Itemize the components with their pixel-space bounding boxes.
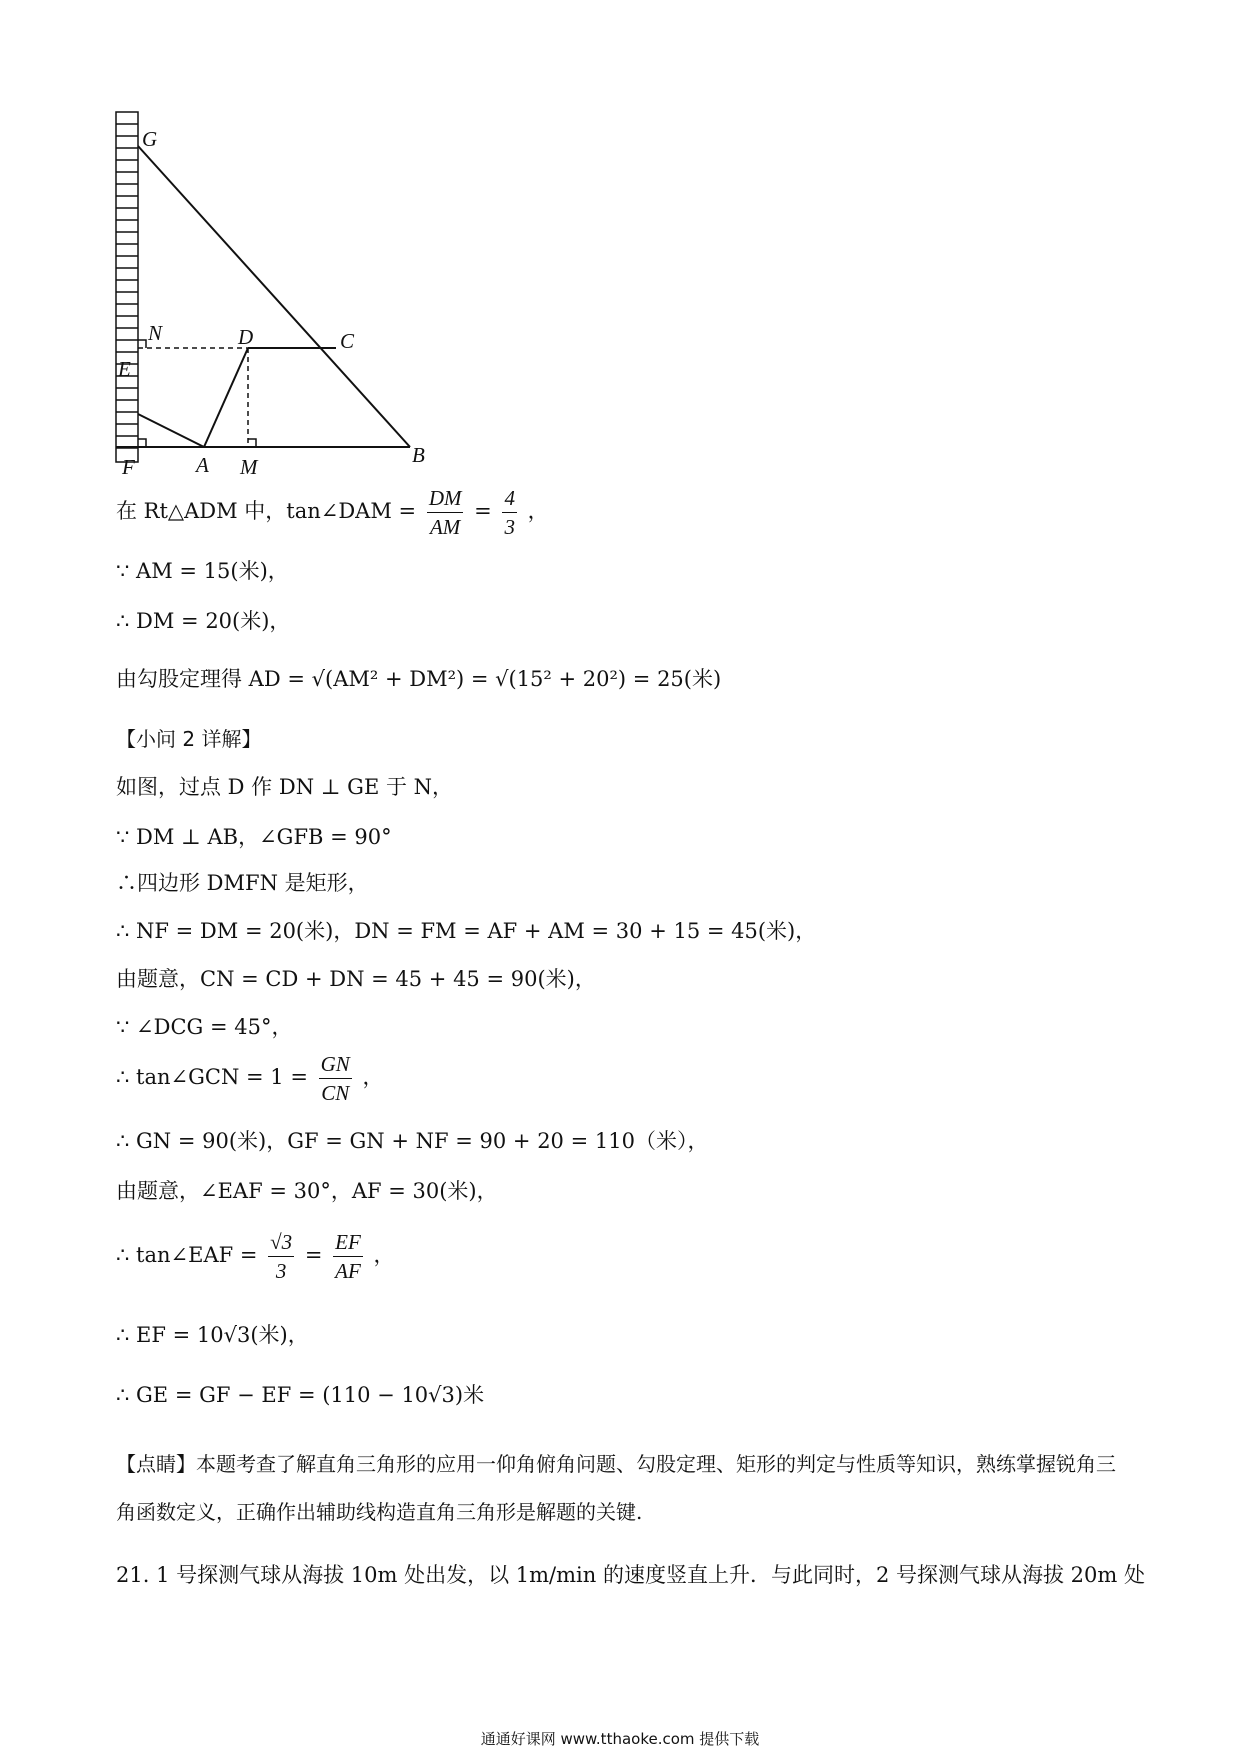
fraction-DM-AM: $\frac{DM}{AM}$ <box>428 486 462 539</box>
solution-line-5: 如图，过点 D 作 DN ⊥ GE 于 N， <box>116 775 454 799</box>
line-AD <box>204 348 248 447</box>
fraction-EF-AF: $\frac{EF}{AF}$ <box>335 1230 361 1283</box>
solution-line-15: ∴ EF = 10√3(米)， <box>116 1323 309 1347</box>
triangle-figure <box>100 100 440 480</box>
solution-line-2: ∵ AM = 15(米)， <box>116 559 289 583</box>
fraction-sqrt3-3: $\frac{√3}{3}$ <box>270 1230 293 1283</box>
label-N: N <box>148 321 163 345</box>
page-footer: 通通好课网 www.tthaoke.com 提供下载 <box>480 1730 760 1748</box>
section-heading-2: 【小问 2 详解】 <box>116 727 262 751</box>
solution-line-12: ∴ GN = 90(米)，GF = GN + NF = 90 + 20 = 110（米）， <box>116 1129 709 1153</box>
line-GB <box>138 146 410 447</box>
line-EA <box>138 414 204 447</box>
solution-line-1: 在 Rt△ADM 中，tan∠DAM = $\frac{DM}{AM}$ = $\frac{4}{3}$ ， <box>116 486 549 539</box>
solution-line-10: ∵ ∠DCG = 45°， <box>116 1015 293 1039</box>
label-A: A <box>196 453 209 477</box>
solution-line-9: 由题意，CN = CD + DN = 45 + 45 = 90(米)， <box>116 967 596 991</box>
solution-line-14: ∴ tan∠EAF = $\frac{√3}{3}$ = $\frac{EF}{AF}$ ， <box>116 1230 395 1283</box>
geometry-diagram <box>100 100 440 480</box>
question-21: 21. 1 号探测气球从海拔 10m 处出发，以 1m/min 的速度竖直上升．与此同时，2 号探测气球从海拔 20m 处 <box>116 1563 1145 1587</box>
solution-line-3: ∴ DM = 20(米)， <box>116 609 291 633</box>
solution-line-7: ∴四边形 DMFN 是矩形， <box>116 871 369 895</box>
building <box>116 112 138 462</box>
solution-line-13: 由题意，∠EAF = 30°，AF = 30(米)， <box>116 1179 498 1203</box>
label-B: B <box>412 443 425 467</box>
solution-line-4: 由勾股定理得 AD = √(AM² + DM²) = √(15² + 20²) = 25(米) <box>116 667 722 691</box>
label-C: C <box>340 329 355 353</box>
solution-line-11: ∴ tan∠GCN = 1 = $\frac{GN}{CN}$ ， <box>116 1052 384 1105</box>
line-1-text: 在 Rt△ADM 中，tan∠DAM = <box>116 499 417 523</box>
label-D: D <box>238 325 254 349</box>
fraction-4-3: $\frac{4}{3}$ <box>504 486 515 539</box>
label-E: E <box>118 357 131 381</box>
label-G: G <box>142 127 158 151</box>
label-M: M <box>240 455 258 479</box>
comment-paragraph: 【点睛】本题考查了解直角三角形的应用一仰角俯角问题、勾股定理、矩形的判定与性质等知识，熟练掌握锐角三角函数定义，正确作出辅助线构造直角三角形是解题的关键. <box>116 1452 1116 1524</box>
solution-line-16: ∴ GE = GF − EF = (110 − 10√3)米 <box>116 1383 485 1407</box>
label-F: F <box>122 455 135 479</box>
fraction-GN-CN: $\frac{GN}{CN}$ <box>320 1052 350 1105</box>
solution-line-8: ∴ NF = DM = 20(米)，DN = FM = AF + AM = 30 + 15 = 45(米)， <box>116 919 817 943</box>
solution-line-6: ∵ DM ⊥ AB，∠GFB = 90° <box>116 825 392 849</box>
